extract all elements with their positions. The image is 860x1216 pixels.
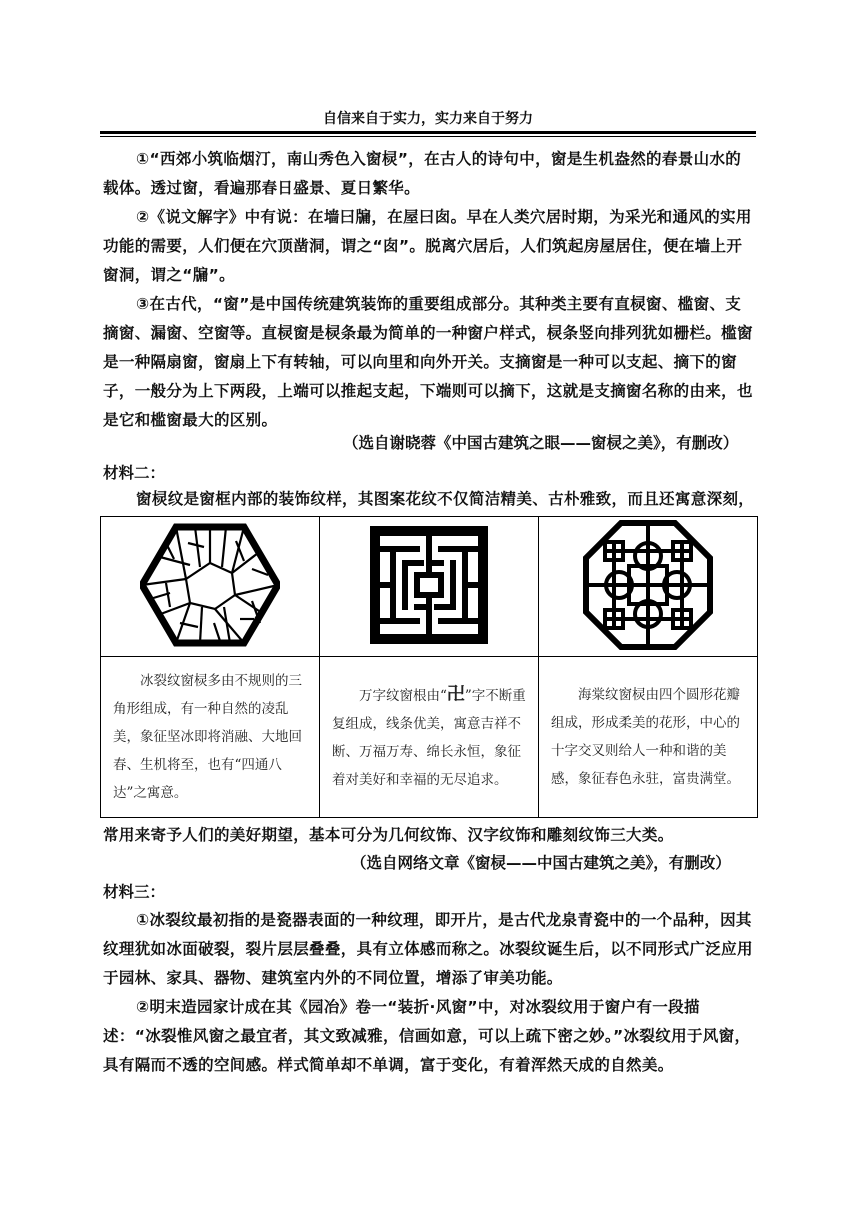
ice-crack-image-cell [101,517,320,657]
material3-label: 材料三： [103,883,166,901]
material1-source: （选自谢晓蓉《中国古建筑之眼——窗棂之美》，有删改） [343,434,739,452]
ice-crack-description: 冰裂纹窗棂多由不规则的三角形组成，有一种自然的凌乱美，象征坚冰即将消融、大地回春、生机将至，也有“四通八达”之寓意。 [113,673,302,801]
wan-character-image-cell [320,517,539,657]
ice-crack-window-icon [140,523,280,647]
material1-paragraph-3: ③在古代，“窗”是中国传统建筑装饰的重要组成部分。其种类主要有直棂窗、槛窗、支摘窗、漏窗、空窗等。直棂窗是棂条最为简单的一种窗户样式，棂条竖向排列犹如栅栏。槛窗是一种隔扇窗，窗扇上下有转轴，可以向里和向外开关。支摘窗是一种可以支起、摘下的窗子，一般分为上下两段，上端可以推起支起，下端则可以摘下，这就是支摘窗名称的由来，也是它和槛窗最大的区别。 [103,295,753,429]
ice-crack-description-cell [101,657,320,818]
header-rule-thick [100,131,756,134]
material1-paragraph-2: ②《说文解字》中有说：在墙曰牖，在屋曰囱。早在人类穴居时期，为采光和通风的实用功能的需要，人们便在穴顶凿洞，谓之“囱”。脱离穴居后，人们筑起房屋居住，便在墙上开窗洞，谓之“牖”。 [103,208,752,284]
material3-paragraph-1: ①冰裂纹最初指的是瓷器表面的一种纹理，即开片，是古代龙泉青瓷中的一个品种，因其纹理犹如冰面破裂，裂片层层叠叠，具有立体感而称之。冰裂纹诞生后，以不同形式广泛应用于园林、家具、器物、建筑室内外的不同位置，增添了审美功能。 [103,911,753,987]
begonia-window-icon [583,520,713,650]
begonia-description-cell [539,657,758,818]
material2-intro: 窗棂纹是窗框内部的装饰纹样，其图案花纹不仅简洁精美、古朴雅致，而且还寓意深刻， [136,490,755,508]
begonia-image-cell [539,517,758,657]
material2-label: 材料二： [103,464,166,482]
window-pattern-table [100,516,758,818]
wan-symbol: 卍 [446,683,465,705]
wan-character-description-cell [320,657,539,818]
page-header-slogan: 自信来自于实力，实力来自于努力 [323,111,533,127]
material3-paragraph-2: ②明末造园家计成在其《园冶》卷一“装折·风窗”中，对冰裂纹用于窗户有一段描述：“冰裂惟风窗之最宜者，其文致减雅，信画如意，可以上疏下密之妙。”冰裂纹用于风窗，具有隔而不透的空间感。样式简单却不单调，富于变化，有着浑然天成的自然美。 [103,998,751,1074]
material2-outro: 常用来寄予人们的美好期望，基本可分为几何纹饰、汉字纹饰和雕刻纹饰三大类。 [103,826,674,844]
wan-character-description: 万字纹窗根由“卍”字不断重复组成，线条优美，寓意吉祥不断、万福万寿、绵长永恒，象征着对美好和幸福的无尽追求。 [332,683,526,788]
material1-paragraph-1: ①“西郊小筑临烟汀，南山秀色入窗棂”，在古人的诗句中，窗是生机盎然的春景山水的载体。透过窗，看遍那春日盛景、夏日繁华。 [103,150,742,197]
wan-character-window-icon [370,526,488,644]
begonia-description: 海棠纹窗棂由四个圆形花瓣组成，形成柔美的花形，中心的十字交叉则给人一种和谐的美感，象征春色永驻，富贵满堂。 [551,687,740,787]
material2-source: （选自网络文章《窗棂——中国古建筑之美》，有删改） [351,854,731,872]
header-rule-thin [100,136,756,137]
